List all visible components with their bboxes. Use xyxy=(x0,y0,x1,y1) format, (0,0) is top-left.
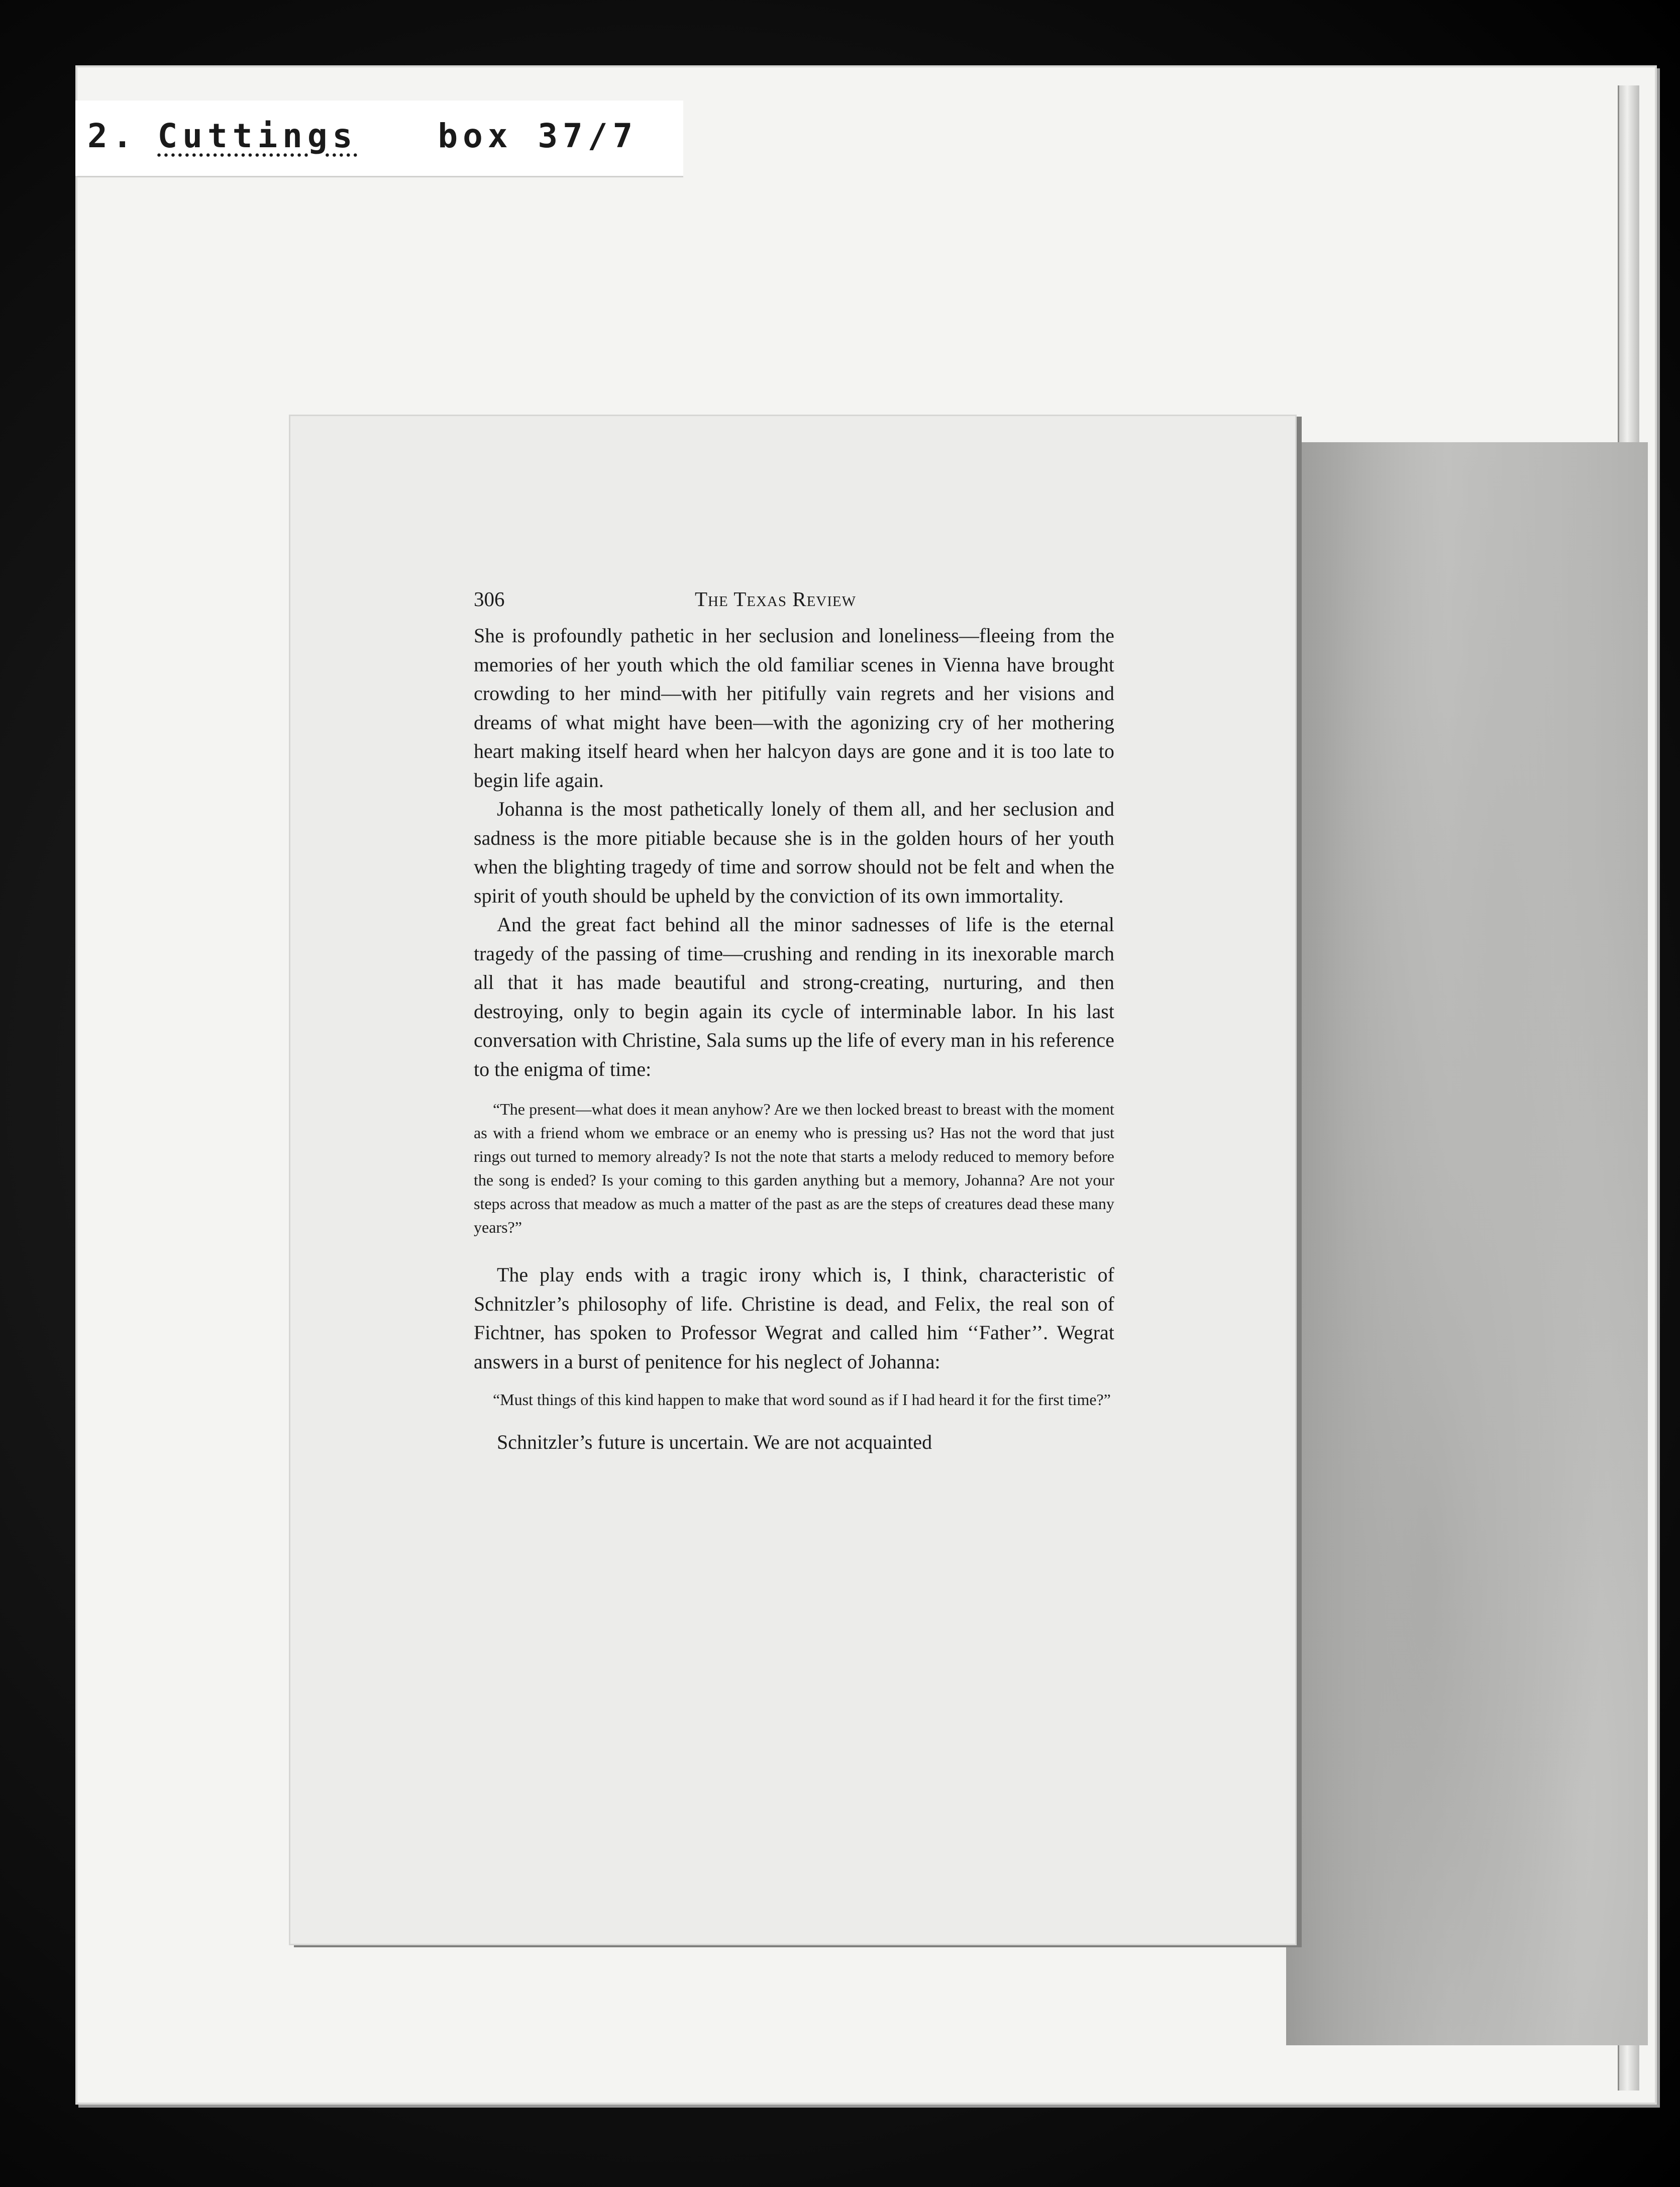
page-number: 306 xyxy=(474,587,505,611)
paragraph-4: The play ends with a tragic irony which is, I think, characteristic of Schnitzler’s philosophy of life. Christine is dead, and Felix, the real son of Fichtner, has spoken to Professor Wegrat and called him ‘‘Father’’. Wegrat answers in a burst of penitence for his neglect of Johanna: xyxy=(474,1263,1114,1373)
paragraph-3: And the great fact behind all the minor sadnesses of life is the eternal tragedy of the passing of time—crushing and rending in its inexorable march all that it has made beautiful and strong-creating, nurturing, and then destroying, only to begin again its cycle of interminable labor. In his last conversation with Christine, Sala sums up the life of every man in his reference to the enigma of time: xyxy=(474,913,1114,1080)
archive-label-strip xyxy=(75,101,683,177)
label-number: 2. xyxy=(87,117,138,155)
paragraph-2: Johanna is the most pathetically lonely of them all, and her seclusion and sadness is the more pitiable because she is in the golden hours of her youth when the blighting tragedy of time and sorrow should not be felt and when the spirit of youth should be upheld by the conviction of its own immortality. xyxy=(474,798,1114,907)
clipping-page xyxy=(474,587,1114,1457)
paragraph-5: Schnitzler’s future is uncertain. We are not acquainted xyxy=(497,1431,932,1453)
label-box: box 37/7 xyxy=(438,117,638,155)
archive-label xyxy=(87,117,638,155)
block-quote-1: “The present—what does it mean anyhow? Are we then locked breast to breast with the moment as with a friend whom we embrace or an enemy who is pressing us? Has not the word that just rings out turned to memory already? Is not the note that starts a melody reduced to memory before the song is ended? Is your coming to this garden anything but a memory, Johanna? Are not your steps across that meadow as much a matter of the past as are the steps of creatures dead these many years?” xyxy=(474,1100,1114,1236)
paragraph-1: She is profoundly pathetic in her seclusion and loneliness—fleeing from the memories of her youth which the old familiar scenes in Vienna have brought crowding to her mind—with her pitifully vain regrets and her visions and dreams of what might have been—with the agonizing cry of her mothering heart making itself heard when her halcyon days are gone and it is too late to begin life again. xyxy=(474,624,1114,791)
journal-title: The Texas Review xyxy=(695,587,856,611)
newspaper-clipping xyxy=(289,415,1297,1945)
running-head xyxy=(474,587,1114,617)
backing-sheet xyxy=(1286,442,1648,2045)
label-category: Cuttings xyxy=(157,117,358,155)
block-quote-2: “Must things of this kind happen to make that word sound as if I had heard it for the first time?” xyxy=(493,1390,1111,1409)
